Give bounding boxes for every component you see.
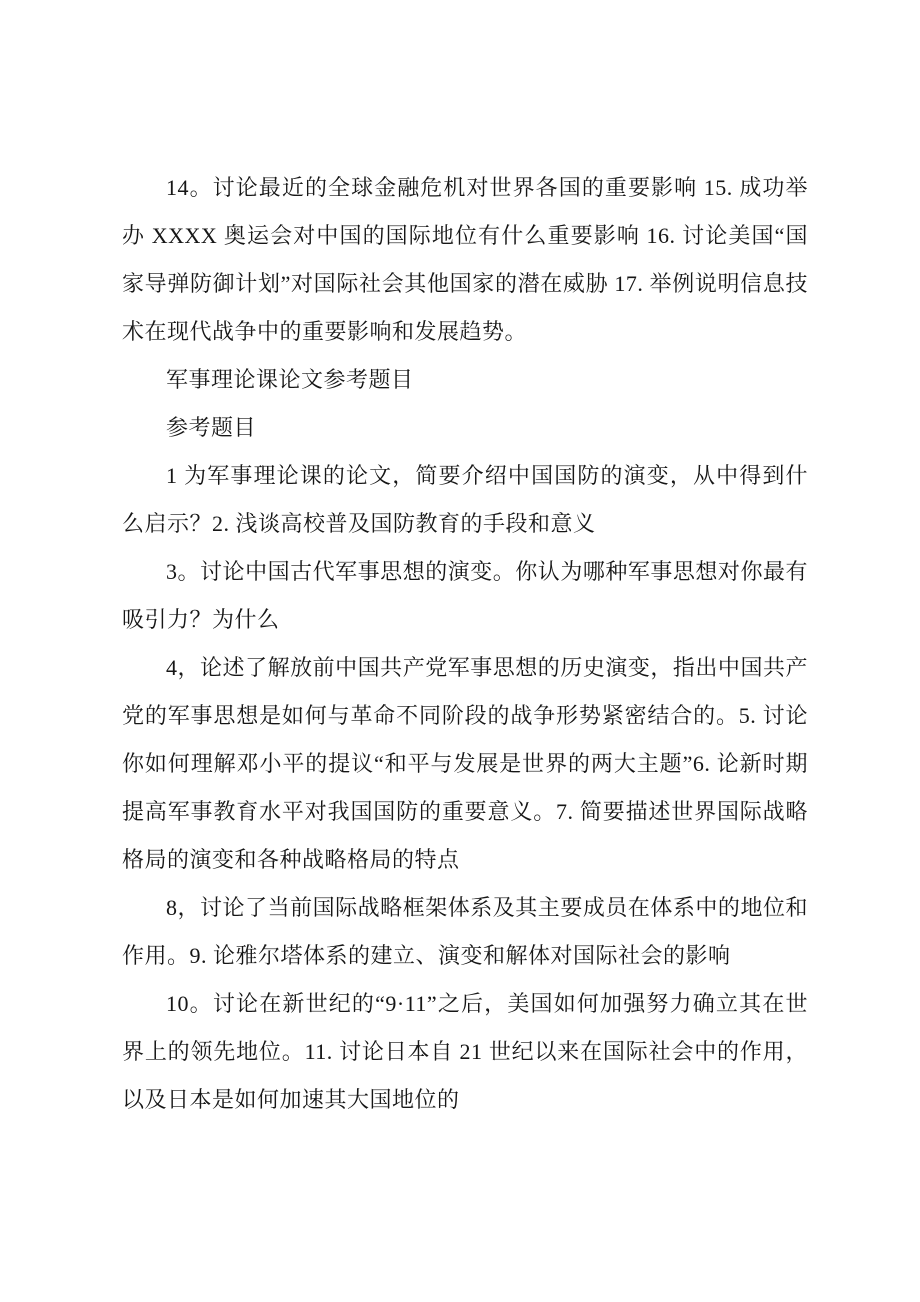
- paragraph-topics-4-7: 4，论述了解放前中国共产党军事思想的历史演变，指出中国共产党的军事思想是如何与革命不同阶段的战争形势紧密结合的。5. 讨论你如何理解邓小平的提议“和平与发展是世界的两大主题”6. 论新时期提高军事教育水平对我国国防的重要意义。7. 简要描述世界国际战略格局的演变和各种战略格局的特点: [122, 655, 808, 872]
- heading-reference-topics: 参考题目: [166, 415, 257, 440]
- paragraph-topics-14-17: 14。讨论最近的全球金融危机对世界各国的重要影响 15. 成功举办 XXXX 奥运会对中国的国际地位有什么重要影响 16. 讨论美国“国家导弹防御计划”对国际社会其他国家的潜在威胁 17. 举例说明信息技术在现代战争中的重要影响和发展趋势。: [122, 175, 808, 344]
- heading-course-essay-title: 军事理论课论文参考题目: [166, 367, 414, 392]
- paragraph-topics-10-11: 10。讨论在新世纪的“9·11”之后，美国如何加强努力确立其在世界上的领先地位。11. 讨论日本自 21 世纪以来在国际社会中的作用，以及日本是如何加速其大国地位的: [122, 991, 808, 1112]
- paragraph-topic-3: 3。讨论中国古代军事思想的演变。你认为哪种军事思想对你最有吸引力？为什么: [122, 559, 808, 632]
- document-text-block: [122, 164, 808, 1124]
- paragraph-topics-8-9: 8，讨论了当前国际战略框架体系及其主要成员在体系中的地位和作用。9. 论雅尔塔体系的建立、演变和解体对国际社会的影响: [122, 895, 808, 968]
- paragraph-topics-1-2: 1 为军事理论课的论文，简要介绍中国国防的演变，从中得到什么启示？2. 浅谈高校普及国防教育的手段和意义: [122, 463, 808, 536]
